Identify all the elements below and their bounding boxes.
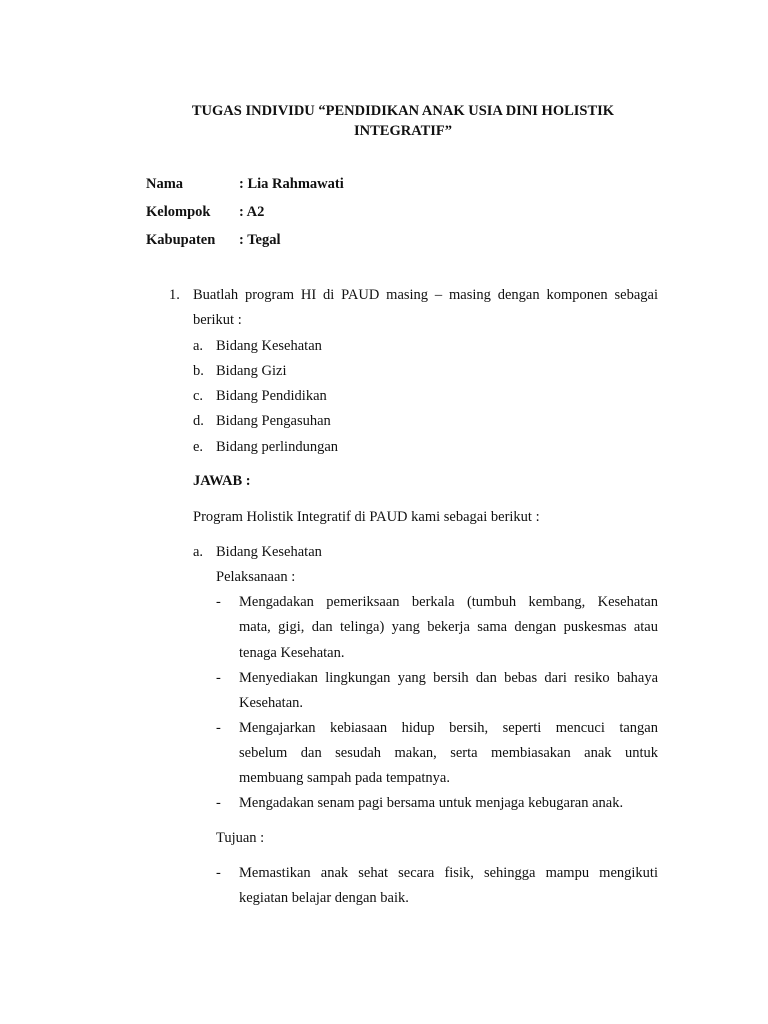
question-item-text: Bidang Gizi [216, 363, 287, 379]
bullet-dash: - [216, 594, 221, 610]
answer-intro: Program Holistik Integratif di PAUD kami sebagai berikut : [193, 509, 540, 525]
bullet-dash: - [216, 865, 221, 881]
answer-section-marker: a. [193, 544, 204, 560]
question-item-text: Bidang perlindungan [216, 439, 339, 455]
identity-label-nama: Nama [146, 176, 184, 192]
question-item-text: Bidang Kesehatan [216, 338, 322, 354]
bullet-text-line: tenaga Kesehatan. [239, 645, 345, 661]
identity-value-kabupaten: : Tegal [239, 232, 281, 248]
bullet-text-line: Menyediakan lingkungan yang bersih dan bebas dari resiko bahaya [239, 670, 658, 686]
document-title-line-2: INTEGRATIF” [353, 123, 453, 139]
question-item-marker: d. [193, 413, 204, 429]
bullet-text-line: Memastikan anak sehat secara fisik, sehingga mampu mengikuti [239, 865, 658, 881]
bullet-text-line: Kesehatan. [239, 695, 304, 711]
document-title-line-1: TUGAS INDIVIDU “PENDIDIKAN ANAK USIA DINI HOLISTIK [191, 103, 615, 119]
identity-value-kelompok: : A2 [239, 204, 265, 220]
question-item-text: Bidang Pengasuhan [216, 413, 331, 429]
question-text-line-1: Buatlah program HI di PAUD masing – masing dengan komponen sebagai [193, 287, 658, 303]
identity-label-kabupaten: Kabupaten [146, 232, 216, 248]
question-item-marker: e. [193, 439, 204, 455]
question-text-line-2: berikut : [193, 312, 242, 328]
bullet-text-line: mata, gigi, dan telinga) yang bekerja sama dengan puskesmas atau [239, 619, 658, 635]
bullet-text-line: Mengajarkan kebiasaan hidup bersih, seperti mencuci tangan [239, 720, 658, 736]
bullet-text-line: Mengadakan senam pagi bersama untuk menjaga kebugaran anak. [239, 795, 624, 811]
pelaksanaan-label: Pelaksanaan : [216, 569, 296, 585]
question-item-marker: b. [193, 363, 204, 379]
question-number: 1. [169, 287, 180, 303]
answer-section-title: Bidang Kesehatan [216, 544, 322, 560]
bullet-text-line: Mengadakan pemeriksaan berkala (tumbuh kembang, Kesehatan [239, 594, 658, 610]
bullet-text-line: kegiatan belajar dengan baik. [239, 890, 409, 906]
bullet-text-line: membuang sampah pada tempatnya. [239, 770, 450, 786]
tujuan-label: Tujuan : [216, 830, 265, 846]
identity-label-kelompok: Kelompok [146, 204, 211, 220]
bullet-dash: - [216, 670, 221, 686]
bullet-text-line: sebelum dan sesudah makan, serta membiasakan anak untuk [239, 745, 658, 761]
bullet-dash: - [216, 795, 221, 811]
answer-heading: JAWAB : [193, 473, 251, 489]
identity-value-nama: : Lia Rahmawati [239, 176, 344, 192]
question-item-marker: a. [193, 338, 204, 354]
question-item-text: Bidang Pendidikan [216, 388, 327, 404]
bullet-dash: - [216, 720, 221, 736]
question-item-marker: c. [193, 388, 204, 404]
